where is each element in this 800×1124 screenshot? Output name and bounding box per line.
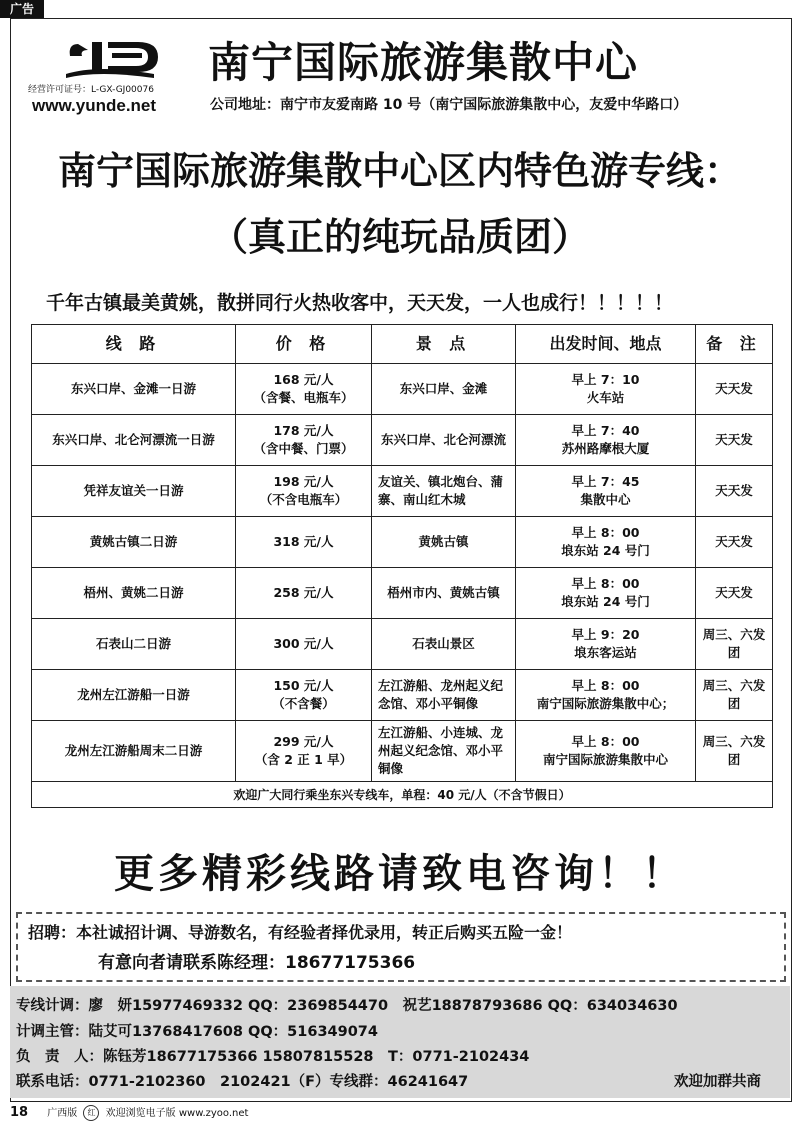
depart-place: 南宁国际旅游集散中心；	[536, 696, 675, 711]
depart-time: 早上 7：10	[571, 372, 640, 387]
depart-time: 早上 8：00	[571, 734, 640, 749]
table-footnote: 欢迎广大同行乘坐东兴专线车，单程：40 元/人（不含节假日）	[32, 782, 773, 808]
time-cell	[516, 619, 696, 670]
call-to-action: 更多精彩线路请致电咨询！！	[114, 851, 686, 897]
route-cell: 龙州左江游船一日游	[32, 670, 236, 721]
price-value: 168 元/人	[273, 372, 334, 387]
note-cell: 周三、六发团	[696, 670, 773, 721]
contact-line-manager: 负 责 人：陈钰芳18677175366 15807815528 T：0771-2102434	[16, 1049, 530, 1065]
price-cell	[236, 619, 372, 670]
depart-place: 埌东站 24 号门	[561, 543, 650, 558]
depart-place: 苏州路摩根大厦	[561, 441, 650, 456]
time-cell	[516, 568, 696, 619]
note-cell: 周三、六发团	[696, 619, 773, 670]
spots-cell: 东兴口岸、金滩	[372, 364, 516, 415]
contact-line-supervisor: 计调主管：陆艾可13768417608 QQ：516349074	[16, 1024, 378, 1040]
price-detail: （含 2 正 1 早）	[254, 752, 353, 767]
price-cell	[236, 466, 372, 517]
route-cell: 梧州、黄姚二日游	[32, 568, 236, 619]
depart-time: 早上 8：00	[571, 678, 640, 693]
depart-time: 早上 7：40	[571, 423, 640, 438]
depart-place: 火车站	[586, 390, 625, 405]
col-header-time: 出发时间、地点	[516, 325, 696, 364]
spots-cell: 友谊关、镇北炮台、蒲寨、南山红木城	[372, 466, 516, 517]
depart-place: 埌东站 24 号门	[561, 594, 650, 609]
time-cell	[516, 466, 696, 517]
spots-cell: 石表山景区	[372, 619, 516, 670]
depart-time: 早上 8：00	[571, 525, 640, 540]
table-footnote-row	[32, 782, 773, 808]
depart-place: 集散中心	[580, 492, 631, 507]
depart-place: 南宁国际旅游集散中心	[542, 752, 668, 767]
route-cell: 东兴口岸、北仑河漂流一日游	[32, 415, 236, 466]
note-cell: 天天发	[696, 466, 773, 517]
time-cell	[516, 721, 696, 782]
depart-time: 早上 7：45	[571, 474, 640, 489]
table-row	[32, 415, 773, 466]
headline-main: 南宁国际旅游集散中心区内特色游专线：	[57, 149, 742, 193]
price-value: 318 元/人	[273, 534, 334, 549]
note-cell: 天天发	[696, 517, 773, 568]
tagline: 千年古镇最美黄姚，散拼同行火热收客中，天天发，一人也成行！！！！！	[46, 292, 674, 314]
price-cell	[236, 364, 372, 415]
note-cell: 天天发	[696, 415, 773, 466]
spots-cell: 黄姚古镇	[372, 517, 516, 568]
time-cell	[516, 670, 696, 721]
price-cell	[236, 568, 372, 619]
company-name: 南宁国际旅游集散中心	[208, 38, 639, 87]
note-cell: 天天发	[696, 568, 773, 619]
depart-time: 早上 8：00	[571, 576, 640, 591]
price-detail: （含餐、电瓶车）	[253, 390, 354, 405]
price-value: 198 元/人	[273, 474, 334, 489]
note-cell: 天天发	[696, 364, 773, 415]
routes-table	[31, 324, 773, 808]
depart-time: 早上 9：20	[571, 627, 640, 642]
route-cell: 东兴口岸、金滩一日游	[32, 364, 236, 415]
price-detail: （含中餐、门票）	[253, 441, 354, 456]
company-logo	[58, 34, 168, 82]
recruit-contact: 有意向者请联系陈经理：18677175366	[98, 953, 416, 973]
headline-sub: （真正的纯玩品质团）	[209, 215, 590, 259]
website-link[interactable]: www.yunde.net	[32, 96, 157, 115]
col-header-route: 线 路	[32, 325, 236, 364]
company-address: 公司地址：南宁市友爱南路 10 号（南宁国际旅游集散中心，友爱中华路口）	[210, 97, 688, 113]
route-cell: 凭祥友谊关一日游	[32, 466, 236, 517]
welcome-text: 欢迎加群共商	[674, 1074, 761, 1090]
footer-url[interactable]: 欢迎浏览电子版 www.zyoo.net	[105, 1108, 249, 1119]
price-cell	[236, 415, 372, 466]
price-cell	[236, 517, 372, 568]
page-number: 18	[10, 1105, 29, 1120]
contact-line-planners: 专线计调：廖 妍15977469332 QQ：2369854470 祝艺18878793686 QQ：634034630	[16, 998, 678, 1014]
col-header-price: 价 格	[236, 325, 372, 364]
contact-line-phone: 联系电话：0771-2102360 2102421（F）专线群：46241647	[16, 1074, 469, 1090]
route-cell: 龙州左江游船周末二日游	[32, 721, 236, 782]
price-cell	[236, 721, 372, 782]
note-cell: 周三、六发团	[696, 721, 773, 782]
spots-cell: 左江游船、小连城、龙州起义纪念馆、邓小平铜像	[372, 721, 516, 782]
license-number: 经营许可证号：L-GX-GJ00076	[28, 85, 154, 95]
table-row	[32, 619, 773, 670]
price-cell	[236, 670, 372, 721]
publication-badge-icon: 红	[83, 1105, 99, 1121]
time-cell	[516, 517, 696, 568]
logo-area	[18, 34, 198, 118]
table-row	[32, 670, 773, 721]
ad-label: 广告	[0, 0, 44, 18]
recruit-text: 招聘：本社诚招计调、导游数名，有经验者择优录用，转正后购买五险一金！	[28, 923, 573, 942]
price-detail: （不含餐）	[272, 696, 335, 711]
table-row	[32, 466, 773, 517]
spots-cell: 东兴口岸、北仑河漂流	[372, 415, 516, 466]
price-value: 150 元/人	[273, 678, 334, 693]
time-cell	[516, 415, 696, 466]
col-header-spots: 景 点	[372, 325, 516, 364]
route-cell: 石表山二日游	[32, 619, 236, 670]
price-value: 299 元/人	[273, 734, 334, 749]
price-value: 300 元/人	[273, 636, 334, 651]
depart-place: 埌东客运站	[574, 645, 637, 660]
table-header-row	[32, 325, 773, 364]
edition-label: 广西版	[47, 1108, 78, 1119]
table-row	[32, 721, 773, 782]
spots-cell: 梧州市内、黄姚古镇	[372, 568, 516, 619]
time-cell	[516, 364, 696, 415]
recruit-box	[16, 912, 786, 982]
page-footer	[10, 1104, 248, 1121]
route-cell: 黄姚古镇二日游	[32, 517, 236, 568]
table-row	[32, 517, 773, 568]
table-row	[32, 568, 773, 619]
spots-cell: 左江游船、龙州起义纪念馆、邓小平铜像	[372, 670, 516, 721]
col-header-note: 备 注	[696, 325, 773, 364]
price-value: 258 元/人	[273, 585, 334, 600]
price-value: 178 元/人	[273, 423, 334, 438]
price-detail: （不含电瓶车）	[259, 492, 348, 507]
contact-panel	[10, 986, 790, 1098]
table-row	[32, 364, 773, 415]
